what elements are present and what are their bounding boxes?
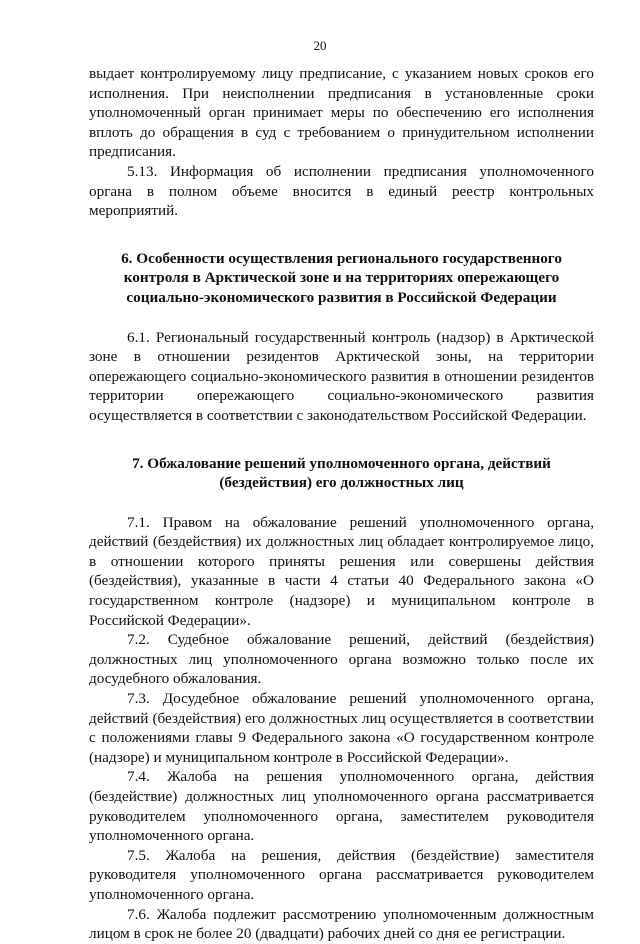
section-6-heading: 6. Особенности осуществления регионального государственного контроля в Арктической зоне и на территориях опережающего социально-экономического развития в Российской Федерации xyxy=(121,249,562,306)
paragraph-7-4: 7.4. Жалоба на решения уполномоченного органа, действия (бездействие) должностных лиц уполномоченного органа рассматривается руководителем уполномоченного органа, заместителем руководителя уполномоченного органа. xyxy=(89,768,594,845)
paragraph-5-13: 5.13. Информация об исполнении предписания уполномоченного органа в полном объеме вносится в единый реестр контрольных мероприятий. xyxy=(89,162,594,220)
paragraph-7-2: 7.2. Судебное обжалование решений, действий (бездействия) должностных лиц уполномоченного органа возможно только после их досудебного обжалования. xyxy=(89,631,594,688)
paragraph-continuation: выдает контролируемому лицу предписание, с указанием новых сроков его исполнения. При неисполнении предписания в установленные сроки уполномоченный орган принимает меры по обеспечению его исполнения вплоть до обращения в суд с требованием о принудительном исполнении предписания. xyxy=(89,65,594,161)
paragraph-6-1: 6.1. Региональный государственный контроль (надзор) в Арктической зоне в отношении резидентов Арктической зоны, на территории опережающего социально-экономического развития в отношении резидентов территории опережающего социально-экономического развития осуществляется в соответствии с законодательством Российской Федерации. xyxy=(89,328,594,424)
section-7-heading: 7. Обжалование решений уполномоченного органа, действий (бездействия) его должностных лиц xyxy=(132,454,551,492)
page-content xyxy=(89,64,594,944)
paragraph-7-1: 7.1. Правом на обжалование решений уполномоченного органа, действий (бездействия) их должностных лиц обладает контролируемое лицо, в отношении которого приняты решения или совершены действия (бездействия), указанные в части 4 статьи 40 Федерального закона «О государственном контроле (надзоре) и муниципальном контроле в Российской Федерации». xyxy=(89,513,594,629)
paragraph-7-6: 7.6. Жалоба подлежит рассмотрению уполномоченным должностным лицом в срок не более 20 (двадцати) рабочих дней со дня ее регистрации. xyxy=(89,905,594,943)
page-number: 20 xyxy=(313,38,327,53)
paragraph-7-5: 7.5. Жалоба на решения, действия (бездействие) заместителя руководителя уполномоченного органа рассматривается руководителем уполномоченного органа. xyxy=(89,846,594,903)
paragraph-7-3: 7.3. Досудебное обжалование решений уполномоченного органа, действий (бездействия) его должностных лиц осуществляется в соответствии с положениями главы 9 Федерального закона «О государственном контроле (надзоре) и муниципальном контроле в Российской Федерации». xyxy=(89,690,594,766)
